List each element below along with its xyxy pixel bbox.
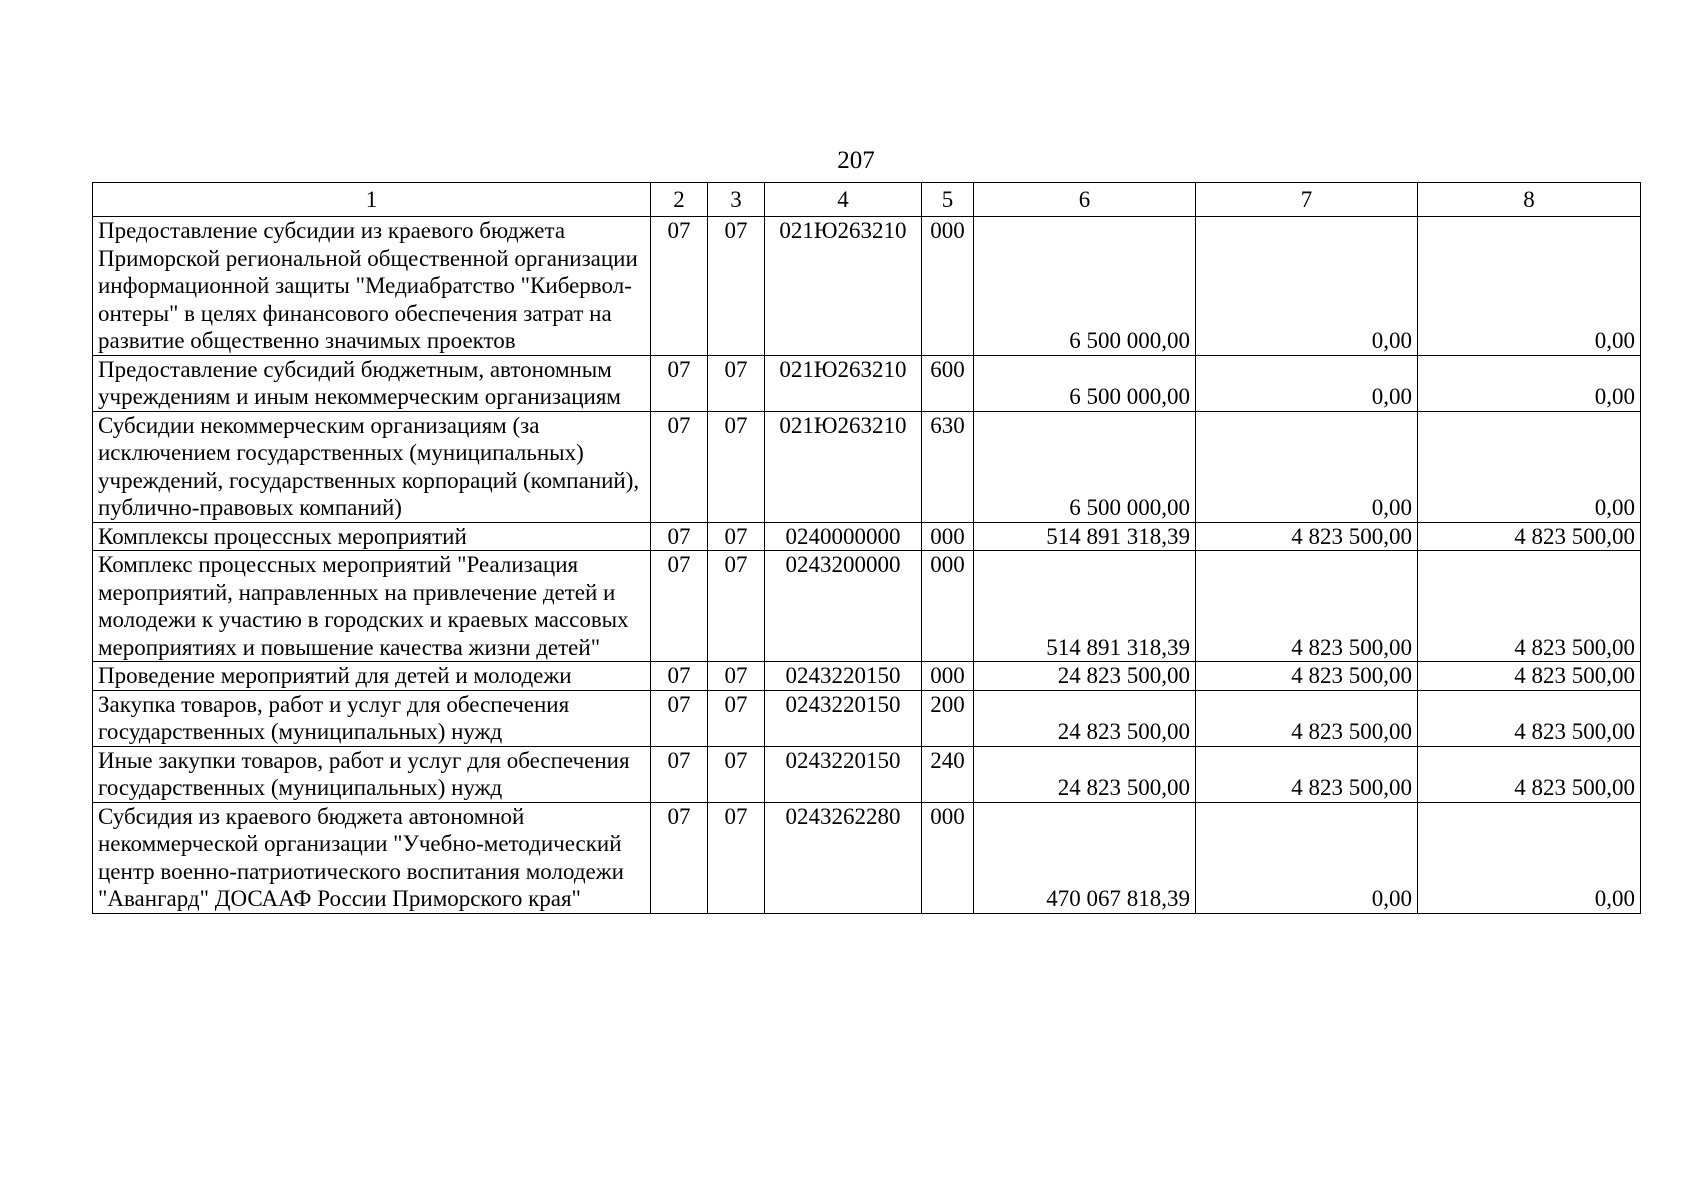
row-amount-8: 4 823 500,00 bbox=[1418, 551, 1641, 662]
row-amount-6: 24 823 500,00 bbox=[974, 662, 1196, 691]
row-amount-8: 0,00 bbox=[1418, 411, 1641, 522]
row-amount-8: 0,00 bbox=[1418, 802, 1641, 913]
row-amount-6: 24 823 500,00 bbox=[974, 690, 1196, 746]
row-name: Комплексы процессных мероприятий bbox=[93, 522, 651, 551]
row-amount-7: 4 823 500,00 bbox=[1196, 522, 1418, 551]
row-amount-7: 4 823 500,00 bbox=[1196, 662, 1418, 691]
row-name: Комплекс процессных мероприятий "Реализация мероприятий, направленных на привлечение детей и молодежи к участию в городских и краевых массовых мероприятиях и повышение качества жизни детей" bbox=[93, 551, 651, 662]
row-subsection: 07 bbox=[708, 355, 765, 411]
column-header-8: 8 bbox=[1418, 183, 1641, 217]
row-target-code: 0243262280 bbox=[765, 802, 922, 913]
column-header-2: 2 bbox=[651, 183, 708, 217]
row-subsection: 07 bbox=[708, 551, 765, 662]
row-expense-kind: 630 bbox=[922, 411, 974, 522]
row-amount-7: 4 823 500,00 bbox=[1196, 551, 1418, 662]
row-section: 07 bbox=[651, 690, 708, 746]
row-amount-6: 6 500 000,00 bbox=[974, 355, 1196, 411]
row-section: 07 bbox=[651, 662, 708, 691]
column-header-4: 4 bbox=[765, 183, 922, 217]
budget-table bbox=[92, 182, 1641, 914]
table-row bbox=[93, 802, 1641, 913]
table-row bbox=[93, 522, 1641, 551]
row-amount-6: 470 067 818,39 bbox=[974, 802, 1196, 913]
row-amount-6: 6 500 000,00 bbox=[974, 411, 1196, 522]
row-expense-kind: 000 bbox=[922, 802, 974, 913]
row-target-code: 021Ю263210 bbox=[765, 355, 922, 411]
row-amount-6: 24 823 500,00 bbox=[974, 746, 1196, 802]
row-amount-7: 4 823 500,00 bbox=[1196, 746, 1418, 802]
row-target-code: 021Ю263210 bbox=[765, 411, 922, 522]
table-row bbox=[93, 662, 1641, 691]
row-expense-kind: 000 bbox=[922, 551, 974, 662]
row-amount-8: 4 823 500,00 bbox=[1418, 746, 1641, 802]
row-expense-kind: 000 bbox=[922, 217, 974, 356]
row-subsection: 07 bbox=[708, 690, 765, 746]
row-amount-7: 0,00 bbox=[1196, 802, 1418, 913]
page-number: 207 bbox=[837, 147, 875, 174]
row-amount-7: 0,00 bbox=[1196, 217, 1418, 356]
row-target-code: 0240000000 bbox=[765, 522, 922, 551]
header-row bbox=[93, 183, 1641, 217]
row-section: 07 bbox=[651, 355, 708, 411]
row-section: 07 bbox=[651, 217, 708, 356]
row-amount-8: 0,00 bbox=[1418, 355, 1641, 411]
row-expense-kind: 200 bbox=[922, 690, 974, 746]
row-amount-6: 514 891 318,39 bbox=[974, 551, 1196, 662]
row-amount-7: 0,00 bbox=[1196, 355, 1418, 411]
row-amount-7: 4 823 500,00 bbox=[1196, 690, 1418, 746]
row-subsection: 07 bbox=[708, 217, 765, 356]
row-name: Предоставление субсидий бюджетным, автономным учреждениям и иным некоммерческим организациям bbox=[93, 355, 651, 411]
row-amount-6: 514 891 318,39 bbox=[974, 522, 1196, 551]
row-amount-8: 4 823 500,00 bbox=[1418, 662, 1641, 691]
table-row bbox=[93, 690, 1641, 746]
row-subsection: 07 bbox=[708, 411, 765, 522]
column-header-5: 5 bbox=[922, 183, 974, 217]
table-row bbox=[93, 355, 1641, 411]
row-target-code: 021Ю263210 bbox=[765, 217, 922, 356]
row-amount-7: 0,00 bbox=[1196, 411, 1418, 522]
table-row bbox=[93, 217, 1641, 356]
row-name: Проведение мероприятий для детей и молодежи bbox=[93, 662, 651, 691]
row-section: 07 bbox=[651, 746, 708, 802]
column-header-6: 6 bbox=[974, 183, 1196, 217]
row-subsection: 07 bbox=[708, 522, 765, 551]
row-amount-6: 6 500 000,00 bbox=[974, 217, 1196, 356]
row-target-code: 0243220150 bbox=[765, 690, 922, 746]
row-section: 07 bbox=[651, 802, 708, 913]
row-target-code: 0243200000 bbox=[765, 551, 922, 662]
row-name: Субсидии некоммерческим организациям (за исключением государственных (муниципальных) учреждений, государственных корпораций (компаний), публично-правовых компаний) bbox=[93, 411, 651, 522]
row-target-code: 0243220150 bbox=[765, 662, 922, 691]
row-section: 07 bbox=[651, 522, 708, 551]
table-row bbox=[93, 411, 1641, 522]
row-amount-8: 4 823 500,00 bbox=[1418, 522, 1641, 551]
table-row bbox=[93, 746, 1641, 802]
column-header-3: 3 bbox=[708, 183, 765, 217]
row-subsection: 07 bbox=[708, 802, 765, 913]
row-target-code: 0243220150 bbox=[765, 746, 922, 802]
row-section: 07 bbox=[651, 551, 708, 662]
row-name: Иные закупки товаров, работ и услуг для обеспечения государственных (муниципальных) нужд bbox=[93, 746, 651, 802]
column-header-1: 1 bbox=[93, 183, 651, 217]
row-subsection: 07 bbox=[708, 662, 765, 691]
row-name: Закупка товаров, работ и услуг для обеспечения государственных (муниципальных) нужд bbox=[93, 690, 651, 746]
row-subsection: 07 bbox=[708, 746, 765, 802]
row-expense-kind: 000 bbox=[922, 662, 974, 691]
row-expense-kind: 000 bbox=[922, 522, 974, 551]
row-section: 07 bbox=[651, 411, 708, 522]
row-amount-8: 0,00 bbox=[1418, 217, 1641, 356]
row-expense-kind: 240 bbox=[922, 746, 974, 802]
column-header-7: 7 bbox=[1196, 183, 1418, 217]
row-amount-8: 4 823 500,00 bbox=[1418, 690, 1641, 746]
row-name: Субсидия из краевого бюджета автономной некоммерческой организации "Учебно-методический центр военно-патриотического воспитания молодежи "Авангард" ДОСААФ России Приморского края" bbox=[93, 802, 651, 913]
table-row bbox=[93, 551, 1641, 662]
row-name: Предоставление субсидии из краевого бюджета Приморской региональной общественной организации информационной защиты "Медиабратство "Киберволонтеры" в целях финансового обеспечения затрат на развитие общественно значимых проектов bbox=[93, 217, 651, 356]
row-expense-kind: 600 bbox=[922, 355, 974, 411]
